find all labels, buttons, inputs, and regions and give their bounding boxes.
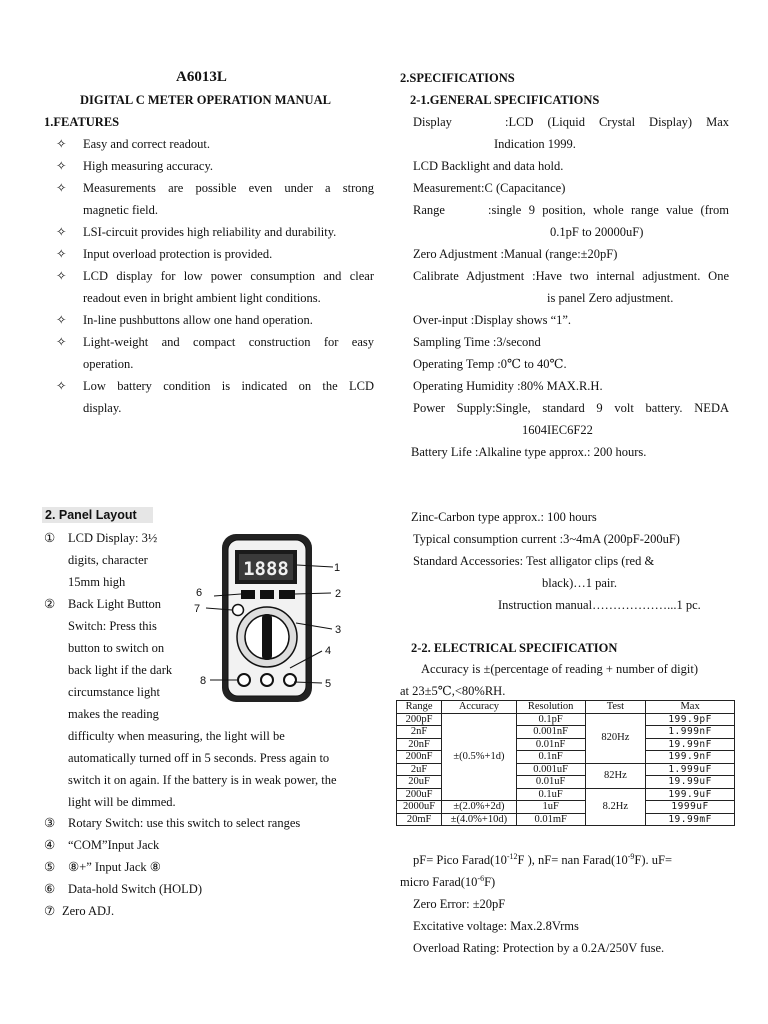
resolution-cell: 0.01mF (516, 813, 585, 826)
zero-adjustment-spec: Zero Adjustment :Manual (range:±20pF) (413, 247, 618, 261)
resolution-cell: 0.1nF (516, 751, 585, 764)
display-label: Display (413, 115, 452, 129)
max-cell: 19.99mF (646, 813, 735, 826)
test-cell: 8.2Hz (585, 788, 646, 826)
electrical-heading: 2-2. ELECTRICAL SPECIFICATION (411, 641, 618, 655)
overload-rating-spec: Overload Rating: Protection by a 0.2A/250V fuse. (413, 941, 665, 955)
callout-8: 8 (200, 675, 207, 687)
manual-subtitle: DIGITAL C METER OPERATION MANUAL (80, 93, 331, 107)
table-row (397, 813, 735, 826)
range-cell: 2000uF (397, 801, 442, 814)
zinc-carbon-spec: Zinc-Carbon type approx.: 100 hours (411, 510, 597, 524)
backlight-desc-7: difficulty when measuring, the light will be (68, 729, 285, 743)
bullet-icon: ✧ (56, 181, 67, 195)
zero-adj-number: ⑦ (44, 904, 56, 918)
lcd-desc-3: 15mm high (68, 575, 126, 589)
electrical-spec-table (396, 700, 735, 826)
table-header-row (397, 701, 735, 714)
table-row (397, 713, 735, 726)
zero-adj-knob-icon (233, 605, 244, 616)
resolution-cell: 0.001nF (516, 726, 585, 739)
callout-6: 6 (196, 587, 203, 599)
resolution-cell: 0.01nF (516, 738, 585, 751)
zero-adj-desc: Zero ADJ. (62, 904, 115, 918)
accuracy-cell: ±(0.5%+1d) (442, 713, 517, 801)
operating-humidity-spec: Operating Humidity :80% MAX.R.H. (413, 379, 603, 393)
features-heading: 1.FEATURES (44, 115, 120, 129)
callout-1: 1 (334, 562, 341, 574)
resolution-cell: 0.1pF (516, 713, 585, 726)
zero-error-spec: Zero Error: ±20pF (413, 897, 506, 911)
feature-item: Low battery condition is indicated on the LCD (83, 379, 374, 393)
plus-jack-number: ⑤ (44, 860, 56, 874)
range-cell: 200nF (397, 751, 442, 764)
rotary-number: ③ (44, 816, 56, 830)
bullet-icon: ✧ (56, 269, 67, 283)
bullet-icon: ✧ (56, 159, 67, 173)
backlight-desc-6: makes the reading (68, 707, 159, 721)
backlight-desc-10: light will be dimmed. (68, 795, 176, 809)
range-cell: 2uF (397, 763, 442, 776)
power-supply-spec: Power Supply:Single, standard 9 volt battery. NEDA (413, 401, 729, 415)
feature-item: High measuring accuracy. (83, 159, 214, 173)
backlight-desc-3: button to switch on (68, 641, 165, 655)
lcd-number: ① (44, 531, 56, 545)
max-cell: 19.99uF (646, 776, 735, 789)
table-header-cell: Accuracy (442, 701, 517, 714)
range-value-cont: 0.1pF to 20000uF) (550, 225, 644, 239)
bullet-icon: ✧ (56, 379, 67, 393)
backlight-desc-9: switch it on again. If the battery is in weak power, the (68, 773, 337, 787)
accuracy-note: Accuracy is ±(percentage of reading + number of digit) (421, 662, 698, 676)
backlight-desc: Back Light Button (68, 597, 162, 611)
jack-8-icon (238, 674, 250, 686)
backlight-desc-4: back light if the dark (68, 663, 173, 677)
power-supply-spec-cont: 1604IEC6F22 (522, 423, 593, 437)
backlight-number: ② (44, 597, 56, 611)
range-cell: 200uF (397, 788, 442, 801)
feature-item-cont: display. (83, 401, 122, 415)
measurement-spec: Measurement:C (Capacitance) (413, 181, 566, 195)
test-cell: 82Hz (585, 763, 646, 788)
feature-item: Input overload protection is provided. (83, 247, 273, 261)
com-desc: “COM”Input Jack (68, 838, 160, 852)
calibrate-spec: Calibrate Adjustment :Have two internal adjustment. One (413, 269, 729, 283)
callout-7: 7 (194, 603, 201, 615)
consumption-spec: Typical consumption current :3~4mA (200pF-200uF) (413, 532, 680, 546)
table-header-cell: Range (397, 701, 442, 714)
max-cell: 19.99nF (646, 738, 735, 751)
panel-layout-heading: 2. Panel Layout (42, 507, 153, 523)
bullet-icon: ✧ (56, 247, 67, 261)
plus-jack-icon (284, 674, 296, 686)
max-cell: 1999uF (646, 801, 735, 814)
bullet-icon: ✧ (56, 137, 67, 151)
range-cell: 20nF (397, 738, 442, 751)
backlight-button-icon (260, 590, 274, 599)
accuracy-note-cont: at 23±5℃,<80%RH. (400, 684, 506, 698)
table-row (397, 801, 735, 814)
com-jack-icon (261, 674, 273, 686)
bullet-icon: ✧ (56, 225, 67, 239)
backlight-desc-2: Switch: Press this (68, 619, 157, 633)
range-cell: 20uF (397, 776, 442, 789)
backlight-desc-5: circumstance light (68, 685, 160, 699)
specs-heading: 2.SPECIFICATIONS (400, 71, 515, 85)
feature-item-cont: magnetic field. (83, 203, 158, 217)
feature-item-cont: operation. (83, 357, 134, 371)
backlight-desc-8: automatically turned off in 5 seconds. Press again to (68, 751, 330, 765)
max-cell: 199.9nF (646, 751, 735, 764)
battery-indicator-icon (279, 590, 295, 599)
hold-desc: Data-hold Switch (HOLD) (68, 882, 202, 896)
model-title: A6013L (176, 69, 227, 85)
feature-item: LCD display for low power consumption and clear (83, 269, 374, 283)
over-input-spec: Over-input :Display shows “1”. (413, 313, 572, 327)
feature-item: Light-weight and compact construction for easy (83, 335, 374, 349)
plus-jack-desc: ⑧+” Input Jack ⑧ (68, 860, 161, 874)
lcd-digits: 1888 (243, 558, 289, 580)
accuracy-cell: ±(4.0%+10d) (442, 813, 517, 826)
range-cell: 2nF (397, 726, 442, 739)
manual-accessory: Instruction manual………………...1 pc. (498, 598, 701, 612)
units-note-cont: micro $Farad(10^{-6}F)$ (400, 873, 496, 889)
accessories-spec-cont: black)…1 pair. (542, 576, 617, 590)
callout-4: 4 (325, 645, 332, 657)
display-value: :LCD (Liquid Crystal Display) Max (505, 115, 729, 129)
resolution-cell: 0.001uF (516, 763, 585, 776)
feature-item-cont: readout even in bright ambient light conditions. (83, 291, 321, 305)
hold-number: ⑥ (44, 882, 56, 896)
battery-life-spec: Battery Life :Alkaline type approx.: 200 hours. (411, 445, 647, 459)
com-number: ④ (44, 838, 56, 852)
sampling-spec: Sampling Time :3/second (413, 335, 541, 349)
resolution-cell: 0.01uF (516, 776, 585, 789)
feature-item: Measurements are possible even under a strong (83, 181, 374, 195)
table-header-cell: Max (646, 701, 735, 714)
max-cell: 199.9pF (646, 713, 735, 726)
range-cell: 200pF (397, 713, 442, 726)
table-header-cell: Resolution (516, 701, 585, 714)
range-value: :single 9 position, whole range value (from (488, 203, 729, 217)
hold-button-icon (241, 590, 255, 599)
lcd-desc: LCD Display: 3½ (68, 531, 158, 545)
backlight-spec: LCD Backlight and data hold. (413, 159, 564, 173)
callout-5: 5 (325, 678, 332, 690)
accuracy-cell: ±(2.0%+2d) (442, 801, 517, 814)
units-note: pF= Pico $Farad(10^{-12}F$ ), nF= nan $Farad(10^{-9}F)$. uF= (413, 851, 672, 867)
calibrate-spec-cont: is panel Zero adjustment. (547, 291, 674, 305)
max-cell: 199.9uF (646, 788, 735, 801)
feature-item: LSI-circuit provides high reliability and durability. (83, 225, 337, 239)
bullet-icon: ✧ (56, 313, 67, 327)
range-cell: 20mF (397, 813, 442, 826)
meter-illustration (188, 520, 358, 720)
feature-item: In-line pushbuttons allow one hand operation. (83, 313, 313, 327)
test-cell: 820Hz (585, 713, 646, 763)
operating-temp-spec: Operating Temp :0℃ to 40℃. (413, 357, 567, 371)
table-header-cell: Test (585, 701, 646, 714)
feature-item: Easy and correct readout. (83, 137, 211, 151)
callout-3: 3 (335, 624, 342, 636)
max-cell: 1.999nF (646, 726, 735, 739)
range-label: Range (413, 203, 445, 217)
bullet-icon: ✧ (56, 335, 67, 349)
callout-2: 2 (335, 588, 342, 600)
accessories-spec: Standard Accessories: Test alligator clips (red & (413, 554, 655, 568)
display-value-cont: Indication 1999. (494, 137, 576, 151)
lcd-desc-2: digits, character (68, 553, 148, 567)
rotary-desc: Rotary Switch: use this switch to select ranges (68, 816, 301, 830)
excitative-voltage-spec: Excitative voltage: Max.2.8Vrms (413, 919, 579, 933)
max-cell: 1.999uF (646, 763, 735, 776)
general-specs-heading: 2-1.GENERAL SPECIFICATIONS (410, 93, 600, 107)
resolution-cell: 0.1uF (516, 788, 585, 801)
resolution-cell: 1uF (516, 801, 585, 814)
